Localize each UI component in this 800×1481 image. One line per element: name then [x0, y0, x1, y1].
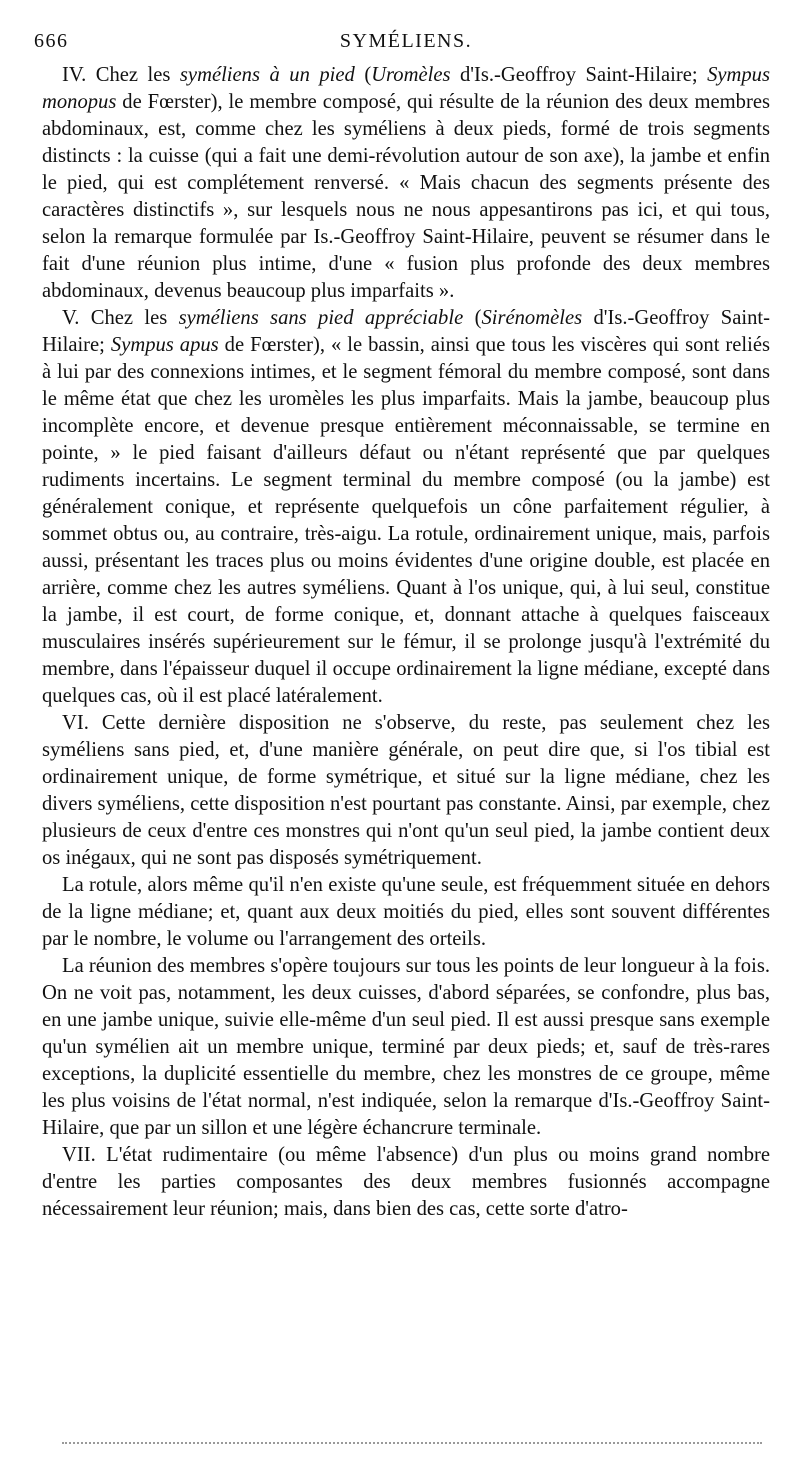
text-run: IV. Chez les — [62, 64, 180, 86]
page-number: 666 — [34, 30, 69, 52]
paragraph-v — [42, 305, 770, 710]
paragraph-vi — [42, 710, 770, 872]
text-run: ( — [354, 64, 372, 86]
italic-term: Sympus monopus — [42, 64, 770, 113]
text-run: de Fœrster), « le bassin, ainsi que tous les viscères qui sont reliés à lui par des connexions intimes, et le segment fémoral du membre composé, sont dans le même état que chez les uromèles les plus imparfaits. Mais la jambe, beaucoup plus incomplète encore, et devenue presque entièrement méconnaissable, se termine en pointe, » le pied faisant d'ailleurs défaut ou n'étant représenté que par quelques rudiments incertains. Le segment terminal du membre composé (ou la jambe) est généralement conique, et représente quelquefois un cône parfaitement régulier, à sommet obtus ou, au contraire, très-aigu. La rotule, ordinairement unique, mais, parfois aussi, présentant les traces plus ou moins évidentes d'une origine double, est placée en arrière, comme chez les autres syméliens. Quant à l'os unique, qui, à lui seul, constitue la jambe, il est court, de forme conique, et, donnant attache à quelques faisceaux musculaires insérés supérieurement sur le fémur, il se prolonge jusqu'à l'extrémité du membre, dans l'épaisseur duquel il occupe ordinairement la ligne médiane, excepté dans quelques cas, où il est placé latéralement. — [42, 334, 770, 707]
text-run: La réunion des membres s'opère toujours sur tous les points de leur longueur à la fois. On ne voit pas, notamment, les deux cuisses, d'abord séparées, se confondre, plus bas, en une jambe unique, suivie elle-même d'un seul pied. Il est aussi presque sans exemple qu'un symélien ait un membre unique, terminé par deux pieds; et, sauf de très-rares exceptions, la duplicité essentielle du membre, chez les monstres de ce groupe, même les plus voisins de l'état normal, n'est indiquée, selon la remarque d'Is.-Geoffroy Saint-Hilaire, que par un sillon et une légère échancrure terminale. — [42, 955, 770, 1139]
text-run: d'Is.-Geoffroy Saint-Hilaire; — [450, 64, 708, 86]
text-run: de Fœrster), le membre composé, qui résulte de la réunion des deux membres abdominaux, est, comme chez les syméliens à deux pieds, formé de trois segments distincts : la cuisse (qui a fait une demi-révolution autour de son axe), la jambe et enfin le pied, qui est complétement renversé. « Mais chacun des segments présente des caractères distinctifs », sur lesquels nous ne nous appesantirons pas ici, et qui tous, selon la remarque formulée par Is.-Geoffroy Saint-Hilaire, peuvent se résumer dans le fait d'une réunion plus intime, d'une « fusion plus profonde des deux membres abdominaux, devenus beaucoup plus imparfaits ». — [42, 91, 770, 302]
italic-term: Sirénomèles — [481, 307, 583, 329]
paragraph-rotule — [42, 872, 770, 953]
running-title: SYMÉLIENS. — [339, 30, 473, 52]
text-run: La rotule, alors même qu'il n'en existe qu'une seule, est fréquemment située en dehors de la ligne médiane; et, quant aux deux moitiés du pied, elles sont souvent différentes par le nombre, le volume ou l'arrangement des orteils. — [42, 874, 770, 950]
running-head — [34, 24, 770, 56]
text-run: VII. L'état rudimentaire (ou même l'absence) d'un plus ou moins grand nombre d'entre les parties composantes des deux membres fusionnés accompagne nécessairement leur réunion; mais, dans bien des cas, cette sorte d'atro- — [42, 1144, 770, 1220]
body-text — [42, 62, 770, 1223]
text-run: V. Chez les — [62, 307, 179, 329]
italic-term: syméliens à un pied — [179, 64, 355, 86]
italic-term: Uromèles — [371, 64, 451, 86]
footer-dotted-rule — [62, 1442, 762, 1444]
paragraph-reunion — [42, 953, 770, 1142]
text-run: ( — [463, 307, 482, 329]
paragraph-iv — [42, 62, 770, 305]
text-run: VI. Cette dernière disposition ne s'observe, du reste, pas seulement chez les syméliens sans pied, et, d'une manière générale, on peut dire que, si l'os tibial est ordinairement unique, de forme symétrique, et situé sur la ligne médiane, chez les divers syméliens, cette disposition n'est pourtant pas constante. Ainsi, par exemple, chez plusieurs de ceux d'entre ces monstres qui n'ont qu'un seul pied, la jambe contient deux os inégaux, qui ne sont pas disposés symétriquement. — [42, 712, 770, 869]
italic-term: Sympus apus — [110, 334, 219, 356]
text-run: d'Is.-Geoffroy Saint-Hilaire; — [42, 307, 770, 356]
paragraph-vii — [42, 1142, 770, 1223]
italic-term: syméliens sans pied appréciable — [178, 307, 464, 329]
